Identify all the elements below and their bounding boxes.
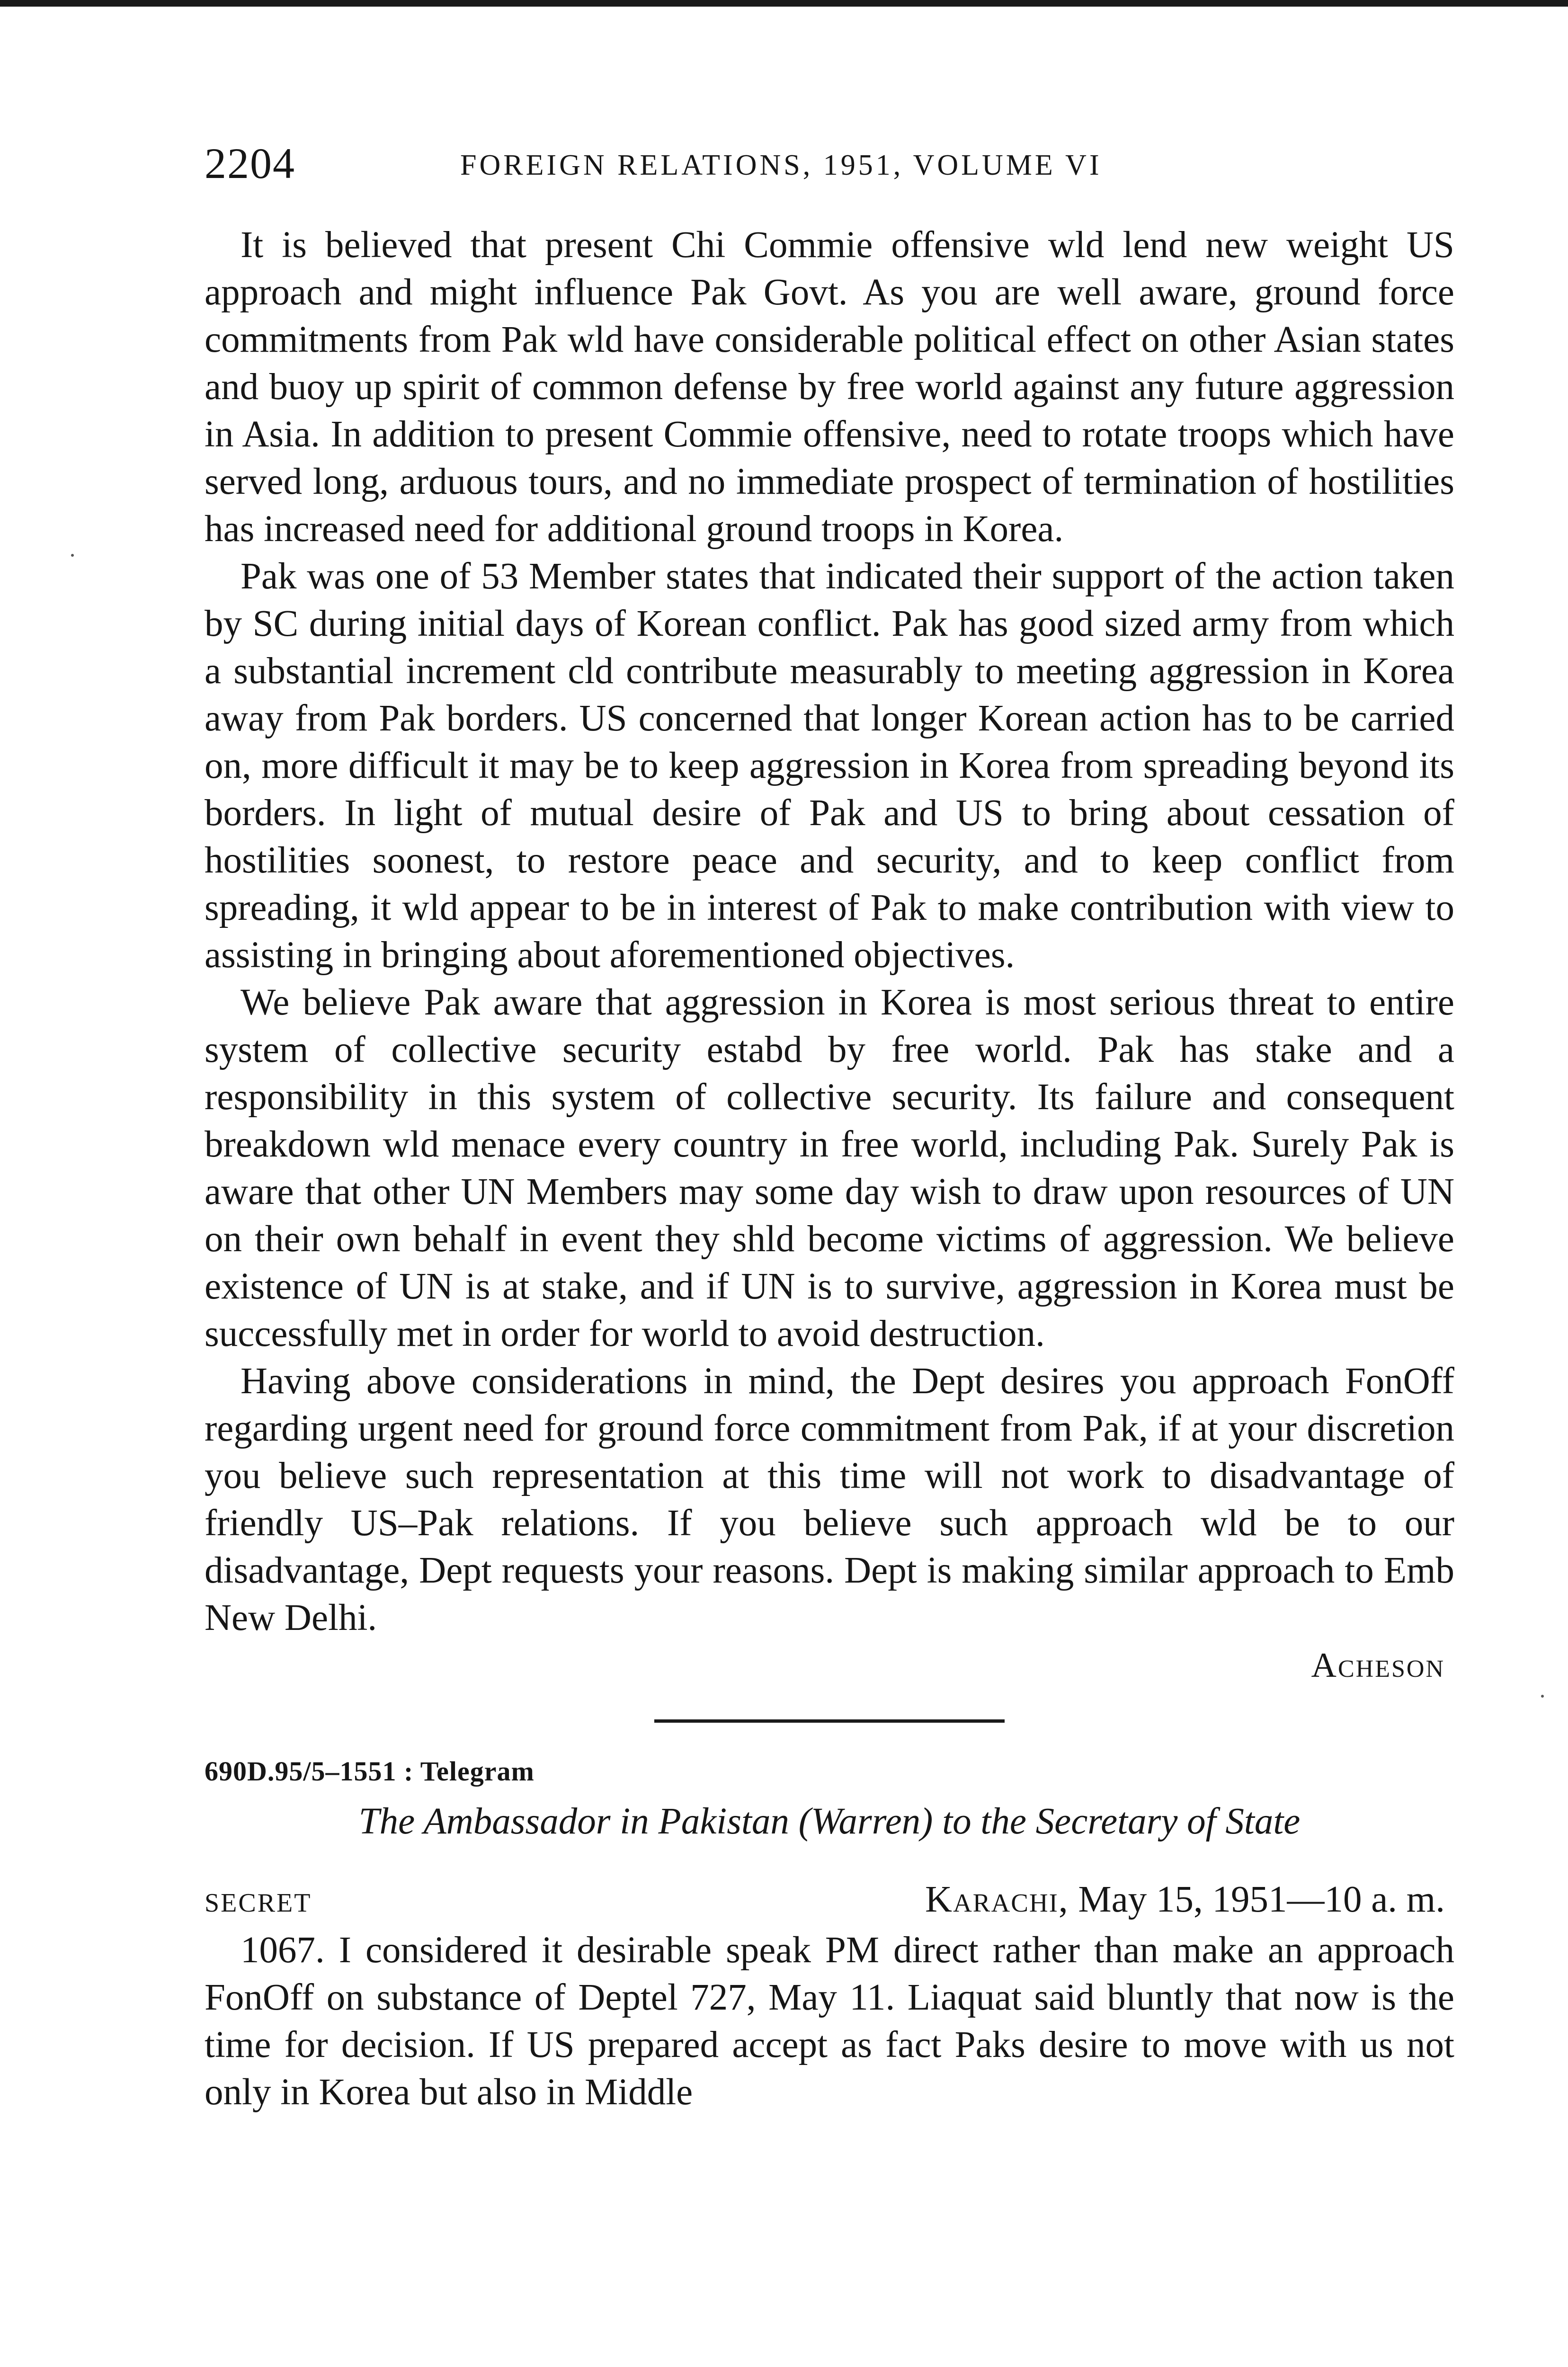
page-header xyxy=(205,138,1454,190)
paragraph-3: We believe Pak aware that aggression in Korea is most serious threat to entire system of collective security estabd by free world. Pak has stake and a responsibility in this system of collective security. Its failure and consequent breakdown wld menace every country in free world, including Pak. Surely Pak is aware that other UN Members may some day wish to draw upon resources of UN on their own behalf in event they shld become victims of aggression. We believe existence of UN is at stake, and if UN is to survive, aggression in Korea must be successfully met in order for world to avoid destruction. xyxy=(205,982,1454,1354)
body-text xyxy=(205,222,1454,2116)
scan-top-edge xyxy=(0,0,1568,7)
paragraph-4: Having above considerations in mind, the Dept desires you approach FonOff regarding urgent need for ground force commitment from Pak, if at your discretion you believe such representation at this time will not work to disadvantage of friendly US–Pak relations. If you believe such approach wld be to our disadvantage, Dept requests your reasons. Dept is making similar approach to Emb New Delhi. xyxy=(205,1361,1454,1638)
dateline xyxy=(925,1876,1454,1923)
document-title: The Ambassador in Pakistan (Warren) to the Secretary of State xyxy=(358,1801,1301,1842)
classification-label: SECRET xyxy=(205,1888,312,1918)
section-divider xyxy=(654,1719,1005,1723)
signature: Acheson xyxy=(1311,1646,1445,1685)
scan-speck xyxy=(71,554,74,557)
file-reference: 690D.95/5–1551 : Telegram xyxy=(205,1756,535,1787)
dateline-place: Karachi, xyxy=(925,1879,1069,1920)
telegram-opening-paragraph: 1067. I considered it desirable speak PM direct rather than make an approach FonOff on substance of Deptel 727, May 11. Liaquat said bluntly that now is the time for decision. If US prepared accept as fact Paks desire to move with us not only in Korea but also in Middle xyxy=(205,1930,1454,2113)
running-head: FOREIGN RELATIONS, 1951, VOLUME VI xyxy=(460,149,1102,181)
page-number: 2204 xyxy=(205,139,295,187)
dateline-date: May 15, 1951—10 a. m. xyxy=(1078,1879,1445,1920)
paragraph-2: Pak was one of 53 Member states that indicated their support of the action taken by SC during initial days of Korean conflict. Pak has good sized army from which a substantial increment cld contribute measurably to meeting aggression in Korea away from Pak borders. US concerned that longer Korean action has to be carried on, more difficult it may be to keep aggression in Korea from spreading beyond its borders. In light of mutual desire of Pak and US to bring about cessation of hostilities soonest, to restore peace and security, and to keep conflict from spreading, it wld appear to be in interest of Pak to make contribution with view to assisting in bringing about aforementioned objectives. xyxy=(205,556,1454,976)
dateline-row xyxy=(205,1876,1454,1927)
scan-speck xyxy=(1541,1695,1544,1698)
paragraph-1: It is believed that present Chi Commie offensive wld lend new weight US approach and might influence Pak Govt. As you are well aware, ground force commitments from Pak wld have considerable political effect on other Asian states and buoy up spirit of common defense by free world against any future aggression in Asia. In addition to present Commie offensive, need to rotate troops which have served long, arduous tours, and no immediate prospect of termination of hostilities has increased need for additional ground troops in Korea. xyxy=(205,224,1454,550)
